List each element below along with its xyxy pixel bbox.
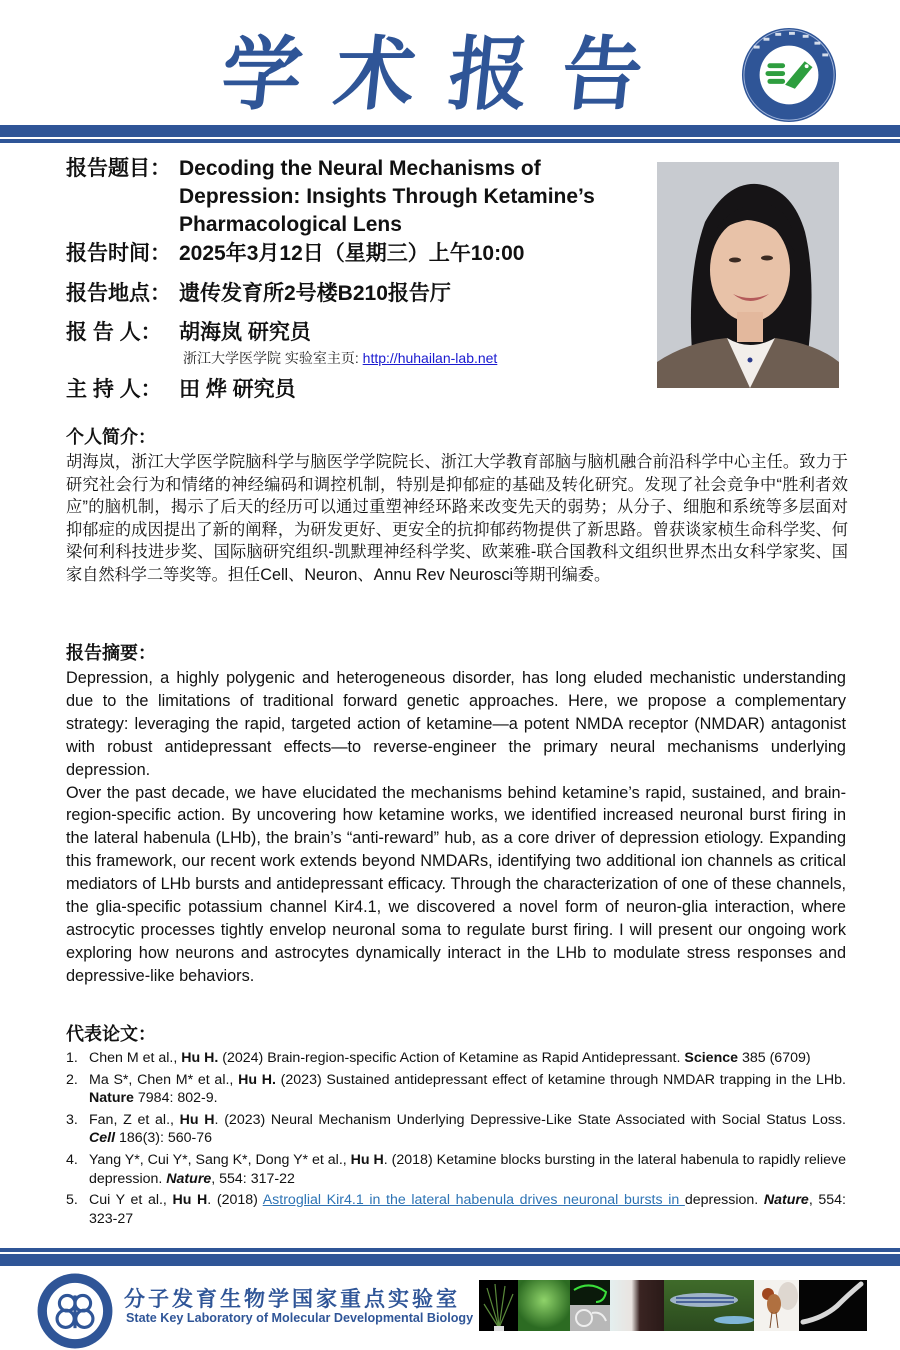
paper-title-end: depression. [684,1192,764,1209]
title-char: 术 [330,28,421,121]
host-label: 主 持 人： [66,378,162,401]
time-value: 2025年3月12日（星期三）上午10:00 [179,242,525,265]
footer-divider-thin [0,1248,900,1252]
paper-list [66,1049,846,1231]
paper-pi: Hu H [179,1111,215,1128]
footer-divider-thick [0,1254,900,1266]
institute-logo-icon [740,26,838,124]
paper-authors: Ma S*, Chen M* et al., [89,1071,239,1088]
header-divider-thick [0,125,900,137]
lab-logo-icon [36,1272,114,1350]
paper-year: . (2018) [207,1192,263,1209]
paper-title: . (2023) Neural Mechanism Underlying Depressive-Like State Associated with Social Status Loss. [214,1111,846,1128]
paper-authors: Yang Y*, Cui Y*, Sang K*, Dong Y* et al., [89,1151,351,1168]
paper-volume: 385 (6709) [738,1050,811,1066]
host-value: 田 烨 研究员 [179,378,296,401]
time-row [66,240,525,268]
topic-value: Decoding the Neural Mechanisms of Depression: Insights Through Ketamine’s Pharmacological Lens [179,157,595,236]
speaker-affiliation [183,349,497,367]
paper-number: 4. [66,1151,78,1168]
embryo-icon [570,1280,610,1331]
paper-journal: Science [684,1050,739,1066]
paper-volume: , 554: 317-22 [211,1170,295,1187]
papers-heading: 代表论文： [66,1024,156,1044]
paper-item [66,1111,846,1148]
lab-homepage-link[interactable]: http://huhailan-lab.net [362,350,498,366]
paper-pi: Hu H [350,1151,384,1168]
paper-title-link[interactable]: Astroglial Kir4.1 in the lateral habenula drives neuronal bursts in [262,1192,685,1209]
fruit-fly-icon [754,1280,799,1331]
paper-title: (2023) Sustained antidepressant effect of ketamine through NMDAR trapping in the LHb. [275,1071,846,1088]
paper-pi: Hu H. [238,1071,276,1088]
paper-item [66,1151,846,1188]
paper-title: . (2018) Ketamine blocks bursting in the lateral habenula to rapidly relieve depression. [89,1151,846,1187]
speaker-label: 报 告 人： [66,321,162,344]
bio-text: 胡海岚，浙江大学医学院脑科学与脑医学学院院长、浙江大学教育部脑与脑机融合前沿科学中心主任。致力于研究社会行为和情绪的神经编码和调控机制，特别是抑郁症的基础及转化研究。发现了社会竞争中“胜利者效应”的脑机制，揭示了后天的经历可以通过重塑神经环路来改变先天的弱势；从分子、细胞和系统等多层面对抑郁症的成因提出了新的阐释，为研发更好、更安全的抗抑郁药物提供了新思路。曾获谈家桢生命科学奖、何梁何利科技进步奖、国际脑研究组织-凯默理神经科学奖、欧莱雅-联合国教科文组织世界杰出女科学家奖、国家自然科学二等奖等。担任Cell、Neuron、Annu Rev Neurosci等期刊编委。 [66,453,848,584]
paper-number: 5. [66,1192,78,1209]
lab-name-en: State Key Laboratory of Molecular Developmental Biology [126,1311,474,1325]
topic-row [66,155,595,236]
worm-icon [799,1280,867,1331]
bio-heading: 个人简介： [66,427,156,447]
paper-volume: 186(3): 560-76 [115,1130,213,1147]
abstract-paragraph: Over the past decade, we have elucidated the mechanisms behind ketamine’s rapid, sustained, and brain-region-specific action. By uncovering how ketamine works, we identified increased neuronal burst firing in the lateral habenula (LHb), the brain’s “anti-reward” hub, as a core driver of depression etiology. Expanding this framework, our recent work extends beyond NMDARs, identifying two additional ion channels as critical mediators of LHb bursts and antidepressant efficacy. Through the characterization of one of these channels, the glia-specific potassium channel Kir4.1, we discovered a novel form of neuron-glia interaction, where astrocytic processes tightly envelop neuronal soma to regulate burst firing. I will present our ongoing work exploring how neurons and astrocytes dynamically interact in the LHb to modulate stress responses and depressive-like behaviors. [66,783,846,985]
plant-icon [479,1280,518,1331]
model-organism-strip [479,1280,867,1331]
abstract-heading: 报告摘要： [66,643,156,663]
title-char: 报 [443,28,534,121]
abstract-body [66,667,846,988]
title-char: 学 [217,28,307,121]
paper-journal: Cell [89,1130,116,1147]
lab-name-cn: 分子发育生物学国家重点实验室 [124,1286,460,1311]
paper-pi: Hu H [172,1192,208,1209]
topic-label: 报告题目： [66,157,171,180]
title-char: 告 [557,28,647,121]
host-row [66,376,296,404]
arabidopsis-icon [518,1280,570,1331]
paper-authors: Chen M et al., [89,1050,182,1066]
paper-number: 1. [66,1050,78,1066]
paper-item [66,1071,846,1108]
speaker-value: 胡海岚 研究员 [179,321,311,344]
speaker-portrait-icon [657,162,839,388]
zebrafish-icon [664,1280,754,1331]
paper-journal: Nature [166,1170,212,1187]
paper-number: 2. [66,1071,78,1088]
paper-number: 3. [66,1111,78,1128]
poster-title [217,28,647,121]
abstract-paragraph: Depression, a highly polygenic and heterogeneous disorder, has long eluded mechanistic understanding due to the limitations of traditional forward genetic approaches. Here, we propose a complementary strategy: leveraging the rapid, targeted action of ketamine—a potent NMDA receptor (NMDAR) antagonist with robust antidepressant effects—to reverse-engineer the primary neural mechanisms underlying depression. [66,669,846,779]
paper-authors: Fan, Z et al., [89,1111,180,1128]
paper-journal: Nature [89,1090,134,1107]
paper-pi: Hu H. [181,1050,219,1066]
mouse-icon [610,1280,664,1331]
paper-volume: , 554: 323-27 [89,1192,846,1227]
paper-item [66,1191,846,1228]
speaker-row [66,319,311,347]
paper-volume: 7984: 802-9. [133,1090,218,1107]
place-row [66,280,451,308]
paper-title: (2024) Brain-region-specific Action of Ketamine as Rapid Antidepressant. [218,1050,685,1066]
place-value: 遗传发育所2号楼B210报告厅 [179,282,451,305]
place-label: 报告地点： [66,282,171,305]
header-divider-thin [0,139,900,143]
paper-item [66,1049,846,1068]
affiliation-text: 浙江大学医学院 实验室主页: [183,350,359,366]
time-label: 报告时间： [66,242,171,265]
paper-authors: Cui Y et al., [89,1192,173,1209]
paper-journal: Nature [763,1192,809,1209]
